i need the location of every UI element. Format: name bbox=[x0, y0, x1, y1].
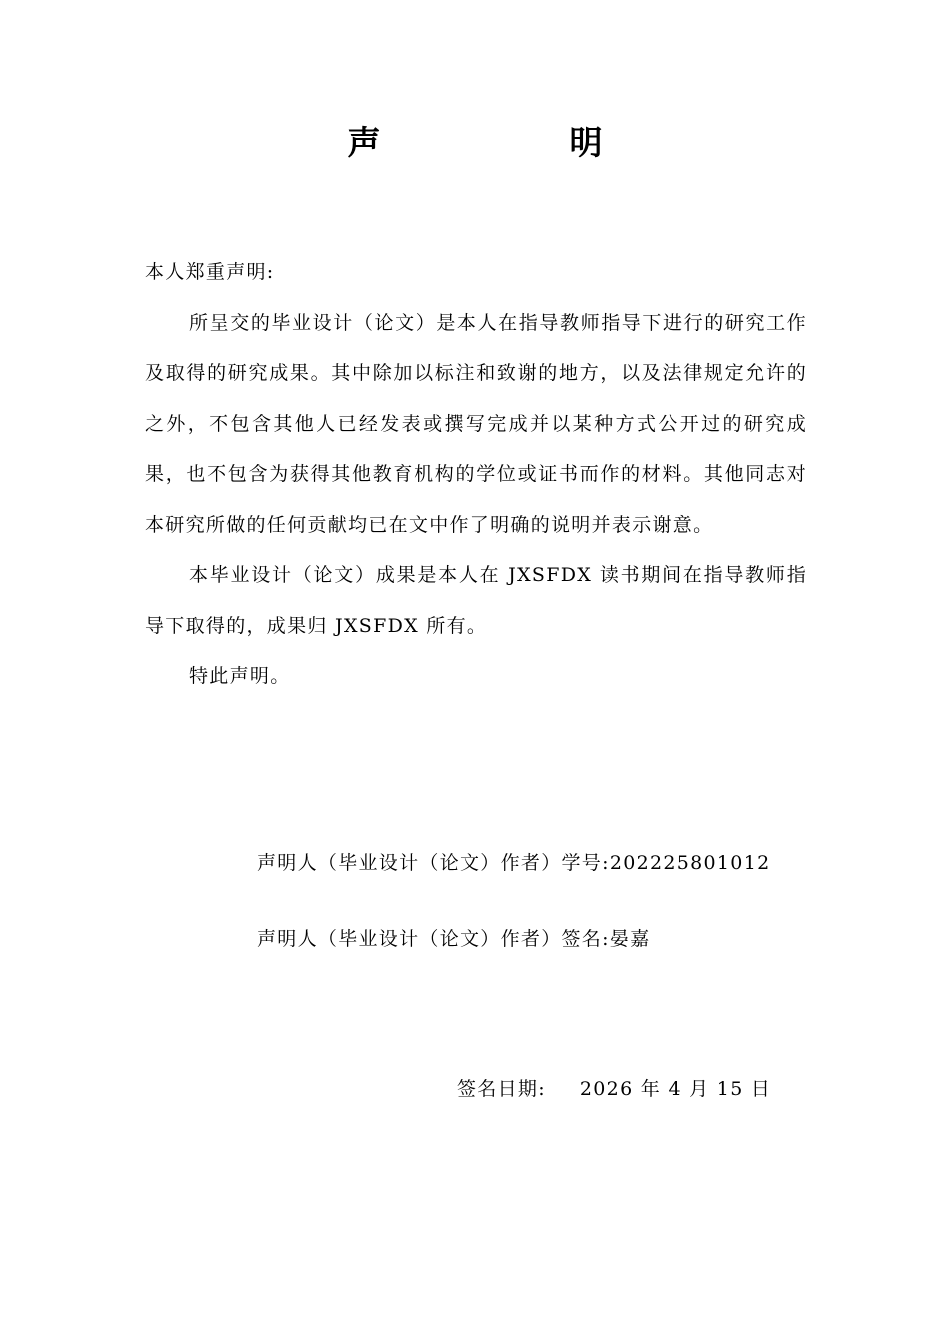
date-label: 签名日期: bbox=[457, 1078, 546, 1100]
signature-name: 晏嘉 bbox=[609, 928, 651, 950]
signature-line bbox=[257, 924, 650, 954]
salutation: 本人郑重声明: bbox=[145, 261, 275, 283]
student-id-line bbox=[257, 848, 770, 878]
student-id-value: 202225801012 bbox=[609, 852, 771, 874]
paragraph-statement: 所呈交的毕业设计（论文）是本人在指导教师指导下进行的研究工作及取得的研究成果。其中除加以标注和致谢的地方，以及法律规定允许的之外，不包含其他人已经发表或撰写完成并以某种方式公开过的研究成果，也不包含为获得其他教育机构的学位或证书而作的材料。其他同志对本研究所做的任何贡献均已在文中作了明确的说明并表示谢意。 bbox=[145, 311, 807, 536]
declaration-body bbox=[145, 247, 807, 702]
paragraph-closing: 特此声明。 bbox=[189, 665, 291, 687]
paragraph-ownership: 本毕业设计（论文）成果是本人在 JXSFDX 读书期间在指导教师指导下取得的，成果归 JXSFDX 所有。 bbox=[145, 564, 807, 637]
student-id-label: 声明人（毕业设计（论文）作者）学号: bbox=[257, 852, 610, 874]
date-line bbox=[457, 1074, 771, 1104]
page-title: 声 明 bbox=[347, 123, 681, 162]
date-value: 2026 年 4 月 15 日 bbox=[579, 1078, 772, 1100]
signature-label: 声明人（毕业设计（论文）作者）签名: bbox=[257, 928, 610, 950]
